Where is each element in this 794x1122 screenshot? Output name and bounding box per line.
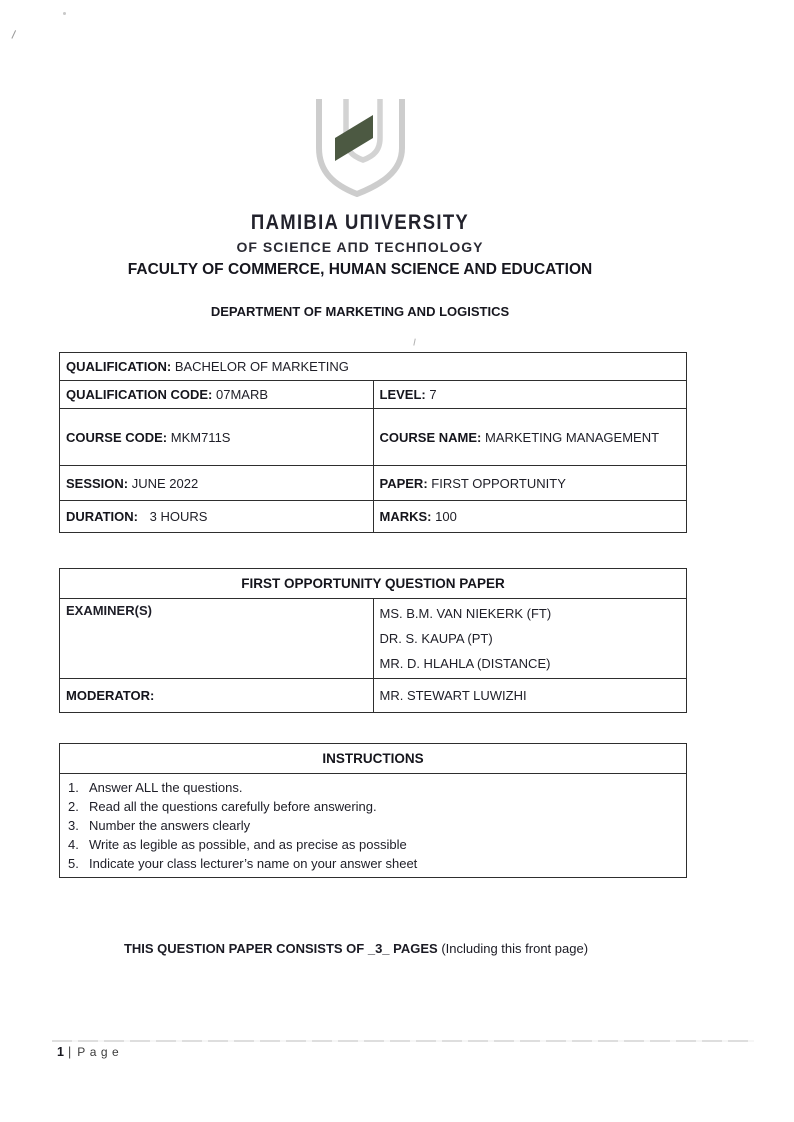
page-count-regular: (Including this front page) (441, 941, 589, 956)
course-name-label: COURSE NAME: (379, 429, 482, 445)
course-name-value: MARKETING MANAGEMENT (484, 429, 660, 445)
instruction-number: 4. (68, 837, 79, 852)
instruction-item (60, 835, 680, 854)
page-footer (57, 1045, 123, 1059)
instruction-item (60, 816, 680, 835)
session-label: SESSION: (66, 475, 129, 491)
panel-title-row (60, 569, 687, 599)
marks-label: MARKS: (379, 509, 432, 524)
instruction-number: 5. (68, 856, 79, 871)
page-count-note (0, 941, 712, 956)
university-shield-logo (314, 97, 406, 197)
level-value: 7 (429, 387, 437, 402)
course-code-label: COURSE CODE: (66, 429, 168, 445)
instruction-text: Read all the questions carefully before answering. (89, 799, 377, 814)
marks-value: 100 (435, 509, 457, 524)
course-row (60, 409, 687, 466)
instruction-item (60, 778, 680, 797)
instruction-number: 1. (68, 780, 79, 795)
examiner-name: MS. B.M. VAN NIEKERK (FT) (379, 606, 552, 621)
moderator-name: MR. STEWART LUWIZHI (373, 679, 687, 713)
scan-artifact (413, 339, 419, 347)
instruction-number: 3. (68, 818, 79, 833)
examiners-label: EXAMINER(S) (60, 599, 374, 679)
qualification-label: QUALIFICATION: (66, 359, 172, 374)
instructions-title: INSTRUCTIONS (60, 744, 687, 774)
footer-page-word: Page (77, 1045, 124, 1059)
instruction-text: Write as legible as possible, and as precise as possible (89, 837, 407, 852)
course-code-value: MKM711S (170, 429, 231, 445)
examiner-name: DR. S. KAUPA (PT) (379, 631, 493, 646)
examiners-row (60, 599, 687, 679)
instruction-text: Answer ALL the questions. (89, 780, 243, 795)
duration-label: DURATION: (66, 509, 138, 524)
level-label: LEVEL: (379, 387, 426, 402)
footer-divider (52, 1040, 754, 1042)
instructions-body-row (60, 774, 687, 878)
moderator-row (60, 679, 687, 713)
faculty-title: FACULTY OF COMMERCE, HUMAN SCIENCE AND EDUCATION (127, 261, 593, 278)
instruction-text: Number the answers clearly (89, 818, 251, 833)
scan-artifact (11, 30, 20, 41)
footer-page-number: 1 (57, 1045, 64, 1059)
footer-separator: | (67, 1045, 72, 1059)
session-value: JUNE 2022 (131, 475, 199, 491)
moderator-label: MODERATOR: (60, 679, 374, 713)
page-count-bold: THIS QUESTION PAPER CONSISTS OF _3_ PAGES (123, 941, 438, 956)
instruction-text: Indicate your class lecturer’s name on your answer sheet (89, 856, 418, 871)
instruction-item (60, 854, 680, 873)
university-subtitle: OF SCIEΠCE AΠD TECHΠOLOGY (236, 239, 484, 255)
instruction-number: 2. (68, 799, 79, 814)
duration-row (60, 501, 687, 533)
qualification-code-value: 07MARB (215, 387, 269, 402)
qualification-value: BACHELOR OF MARKETING (174, 359, 349, 374)
qualification-code-label: QUALIFICATION CODE: (66, 387, 213, 402)
course-info-table (59, 352, 687, 533)
shield-icon (314, 97, 406, 197)
qualification-row (60, 353, 687, 381)
scan-artifact (63, 12, 66, 15)
university-name: ΠAMIBIA UΠIVERSITY (250, 211, 470, 234)
question-paper-panel (59, 568, 687, 713)
instruction-item (60, 797, 680, 816)
outer-shield-shape (319, 99, 402, 194)
paper-value: FIRST OPPORTUNITY (431, 475, 566, 491)
instructions-panel (59, 743, 687, 878)
examiner-name: MR. D. HLAHLA (DISTANCE) (379, 656, 551, 671)
panel-title: FIRST OPPORTUNITY QUESTION PAPER (60, 569, 687, 599)
duration-value: 3 HOURS (149, 509, 208, 524)
qualification-code-row (60, 381, 687, 409)
session-row (60, 466, 687, 501)
department-title: DEPARTMENT OF MARKETING AND LOGISTICS (210, 304, 510, 319)
instructions-title-row (60, 744, 687, 774)
paper-label: PAPER: (379, 475, 428, 491)
